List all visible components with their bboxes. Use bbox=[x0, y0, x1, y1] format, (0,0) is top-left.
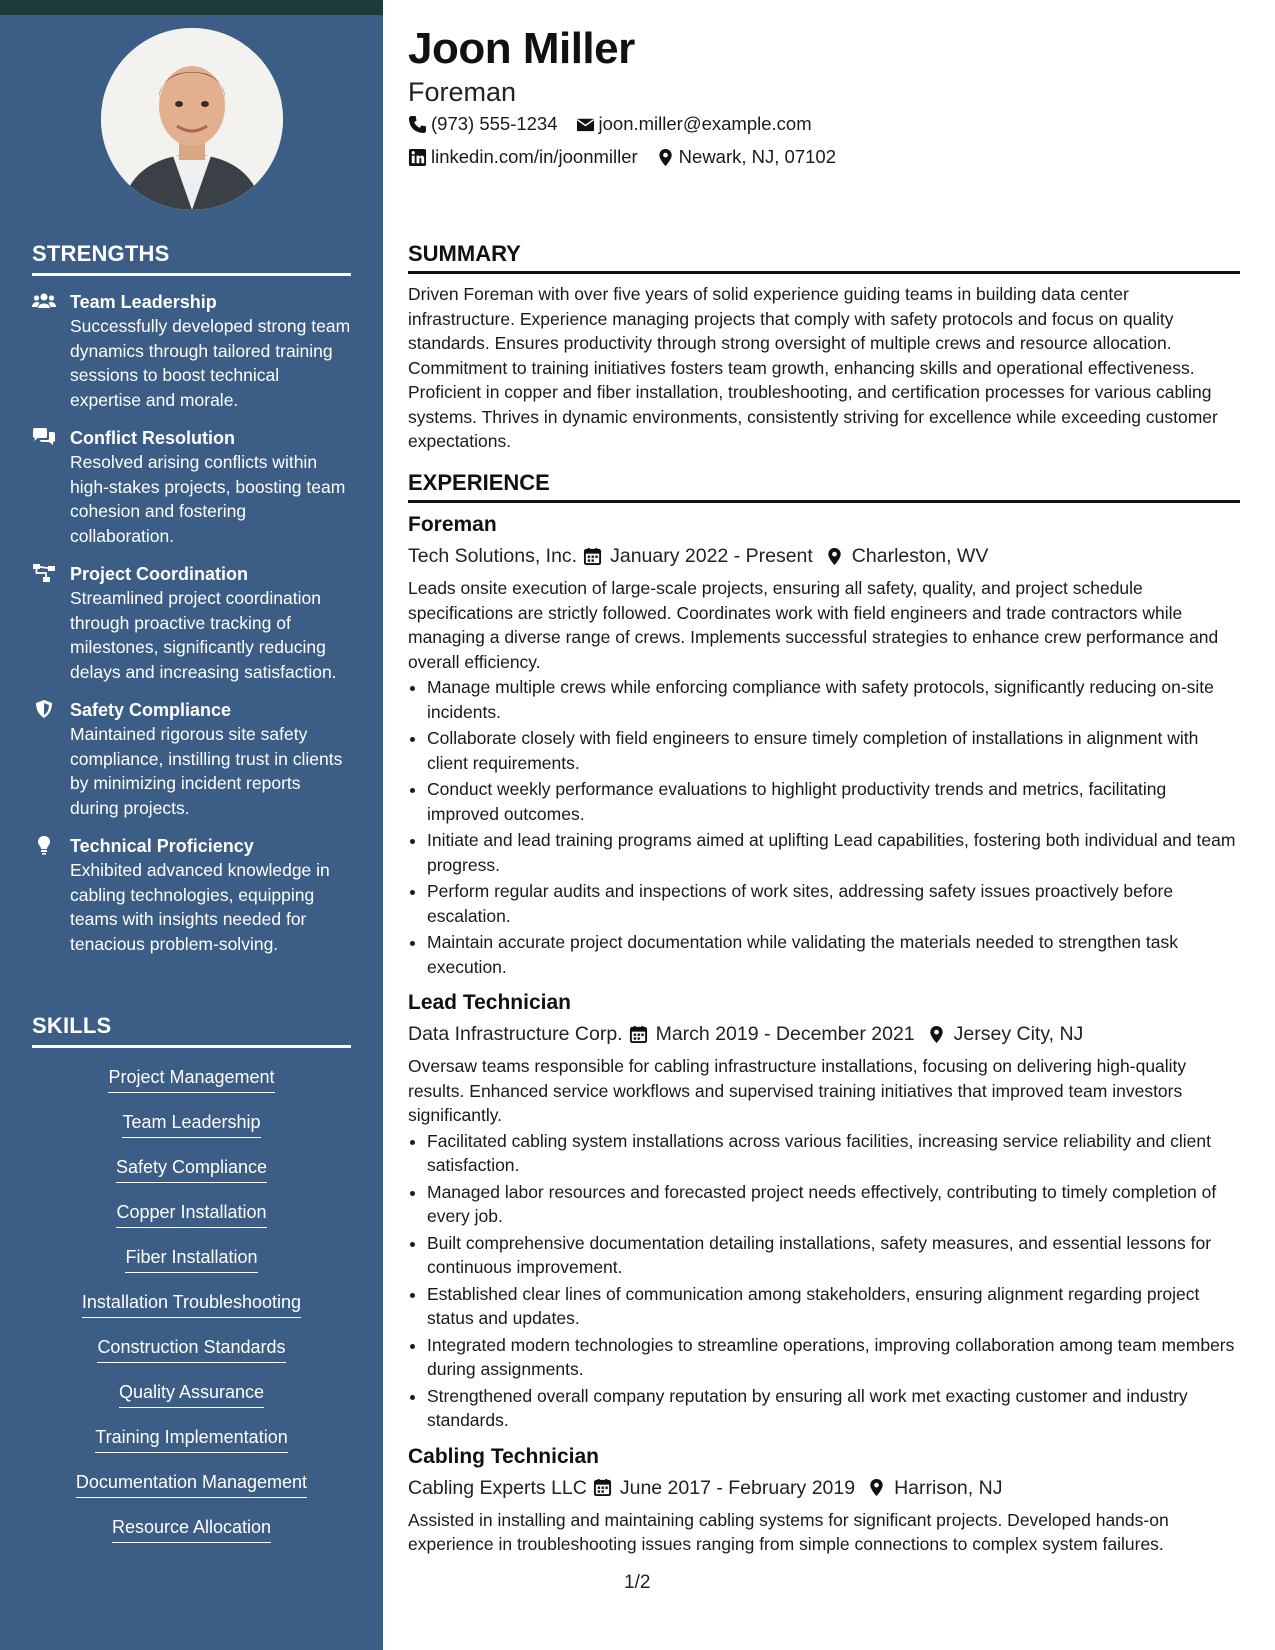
strength-desc: Maintained rigorous site safety compliance, instilling trust in clients by minimizing incident reports during projects. bbox=[70, 724, 343, 818]
job-bullet: • Strengthened overall company reputation by ensuring all work met exacting customer and industry standards. bbox=[427, 1384, 1240, 1433]
job-company: Data Infrastructure Corp. bbox=[408, 1023, 623, 1045]
job-title: Lead Technician bbox=[408, 991, 571, 1014]
strength-title: Team Leadership bbox=[70, 292, 217, 312]
map-pin-icon bbox=[867, 1478, 886, 1497]
skill-item: Fiber Installation bbox=[32, 1238, 351, 1283]
skill-item: Construction Standards bbox=[32, 1328, 351, 1373]
sidebar-top-bar bbox=[0, 0, 383, 15]
job-description: Oversaw teams responsible for cabling infrastructure installations, focusing on delivering high-quality results. Enhanced service workflows and supervised training initiatives that improved team investors significantly. bbox=[408, 1056, 1187, 1125]
email-text: joon.miller@example.com bbox=[598, 113, 812, 134]
job-entry bbox=[408, 511, 1240, 979]
linkedin-text: linkedin.com/in/joonmiller bbox=[431, 146, 638, 167]
linkedin-icon bbox=[408, 148, 427, 167]
skill-item: Documentation Management bbox=[32, 1463, 351, 1508]
strength-item bbox=[32, 290, 351, 412]
phone-text: (973) 555-1234 bbox=[431, 113, 558, 134]
strength-title: Project Coordination bbox=[70, 564, 249, 584]
map-pin-icon bbox=[656, 148, 675, 167]
calendar-icon bbox=[629, 1025, 648, 1044]
location-contact bbox=[656, 145, 836, 169]
job-bullet: • Established clear lines of communication among stakeholders, ensuring alignment regarding project status and updates. bbox=[427, 1282, 1240, 1331]
job-bullet: • Integrated modern technologies to streamline operations, improving collaboration among team members during assignments. bbox=[427, 1333, 1240, 1382]
skill-item: Training Implementation bbox=[32, 1418, 351, 1463]
map-pin-icon bbox=[825, 547, 844, 566]
sidebar bbox=[0, 0, 383, 1650]
job-bullet: • Facilitated cabling system installations across various facilities, increasing service reliability and client satisfaction. bbox=[427, 1129, 1240, 1178]
job-title: Cabling Technician bbox=[408, 1444, 599, 1468]
sitemap-icon bbox=[32, 563, 56, 583]
phone-contact[interactable] bbox=[408, 112, 558, 136]
skills-section bbox=[32, 1013, 351, 1553]
strength-title: Safety Compliance bbox=[70, 700, 232, 720]
job-dates: June 2017 - February 2019 bbox=[619, 1476, 856, 1499]
strengths-heading: STRENGTHS bbox=[32, 241, 351, 276]
email-contact[interactable] bbox=[576, 112, 812, 136]
job-meta bbox=[408, 542, 1240, 570]
phone-icon bbox=[408, 115, 427, 134]
job-bullet: • Built comprehensive documentation detailing installations, safety measures, and essential lessons for continuous improvement. bbox=[427, 1231, 1240, 1280]
job-entry bbox=[408, 1443, 1240, 1557]
strengths-section bbox=[32, 241, 351, 956]
job-bullet: • Perform regular audits and inspections of work sites, addressing safety issues proactively before escalation. bbox=[427, 879, 1240, 928]
strength-item bbox=[32, 698, 351, 820]
job-bullets bbox=[408, 675, 1240, 979]
job-bullet: • Conduct weekly performance evaluations to highlight productivity trends and metrics, facilitating improved outcomes. bbox=[427, 777, 1240, 826]
job-bullet: • Maintain accurate project documentation while validating the materials needed to strengthen task execution. bbox=[427, 930, 1240, 979]
page-number: 1/2 bbox=[624, 1572, 651, 1593]
skill-list bbox=[32, 1058, 351, 1553]
skill-item: Project Management bbox=[32, 1058, 351, 1103]
summary-text: Driven Foreman with over five years of solid experience guiding teams in building data center infrastructure. Experience managing projects that comply with safety protocols and focus on quality standards. Ensures productivity through strong oversight of multiple crews and resource allocation. Commitment to training initiatives fosters team growth, enhancing skills and operational effectiveness. Proficient in copper and fiber installation, troubleshooting, and certification processes for various cabling systems. Thrives in dynamic environments, consistently striving for excellence while exceeding customer expectations. bbox=[408, 284, 1218, 451]
location-text: Newark, NJ, 07102 bbox=[678, 146, 836, 167]
job-dates: January 2022 - Present bbox=[610, 545, 813, 567]
map-pin-icon bbox=[927, 1025, 946, 1044]
summary-section bbox=[408, 241, 1240, 454]
experience-section bbox=[408, 470, 1240, 1557]
lightbulb-icon bbox=[32, 835, 56, 855]
job-location: Charleston, WV bbox=[851, 545, 989, 567]
strength-title: Conflict Resolution bbox=[70, 428, 235, 448]
skill-item: Copper Installation bbox=[32, 1193, 351, 1238]
strength-title: Technical Proficiency bbox=[70, 836, 254, 856]
strength-desc: Streamlined project coordination through proactive tracking of milestones, significantly reducing delays and increasing satisfaction. bbox=[70, 588, 337, 682]
skills-heading: SKILLS bbox=[32, 1013, 351, 1048]
linkedin-contact[interactable] bbox=[408, 145, 638, 169]
contact-row bbox=[408, 145, 854, 169]
job-location: Harrison, NJ bbox=[894, 1476, 1003, 1499]
shield-icon bbox=[32, 699, 56, 719]
strength-desc: Resolved arising conflicts within high-stakes projects, boosting team cohesion and fostering collaboration. bbox=[70, 452, 346, 546]
job-company: Cabling Experts LLC bbox=[408, 1476, 587, 1499]
candidate-title: Foreman bbox=[408, 77, 517, 107]
users-icon bbox=[32, 291, 56, 311]
strength-item bbox=[32, 834, 351, 956]
job-dates: March 2019 - December 2021 bbox=[655, 1023, 915, 1045]
envelope-icon bbox=[576, 115, 595, 134]
skill-item: Installation Troubleshooting bbox=[32, 1283, 351, 1328]
skill-item: Quality Assurance bbox=[32, 1373, 351, 1418]
job-description: Assisted in installing and maintaining cabling systems for significant projects. Developed hands-on experience in troubleshooting issues ranging from simple connections to complex system failures. bbox=[408, 1509, 1169, 1554]
comments-icon bbox=[32, 427, 56, 447]
contact-row bbox=[408, 112, 830, 136]
skill-item: Team Leadership bbox=[32, 1103, 351, 1148]
summary-heading: SUMMARY bbox=[408, 241, 1240, 274]
strength-item bbox=[32, 426, 351, 548]
skill-item: Safety Compliance bbox=[32, 1148, 351, 1193]
job-title: Foreman bbox=[408, 513, 497, 536]
job-bullet: • Initiate and lead training programs aimed at uplifting Lead capabilities, fostering both individual and team progress. bbox=[427, 828, 1240, 877]
profile-photo bbox=[101, 28, 283, 210]
calendar-icon bbox=[593, 1478, 612, 1497]
candidate-name: Joon Miller bbox=[408, 24, 635, 73]
experience-heading: EXPERIENCE bbox=[408, 470, 1240, 503]
strength-item bbox=[32, 562, 351, 684]
job-meta bbox=[408, 1020, 1240, 1048]
job-meta bbox=[408, 1474, 1240, 1502]
job-company: Tech Solutions, Inc. bbox=[408, 545, 578, 567]
job-bullets bbox=[408, 1129, 1240, 1433]
job-location: Jersey City, NJ bbox=[953, 1023, 1084, 1045]
job-bullet: • Manage multiple crews while enforcing compliance with safety protocols, significantly reducing on-site incidents. bbox=[427, 675, 1240, 724]
strength-desc: Exhibited advanced knowledge in cabling technologies, equipping teams with insights needed for tenacious problem-solving. bbox=[70, 860, 330, 954]
job-bullet: • Managed labor resources and forecasted project needs effectively, contributing to timely completion of every job. bbox=[427, 1180, 1240, 1229]
job-bullet: • Collaborate closely with field engineers to ensure timely completion of installations in alignment with client requirements. bbox=[427, 726, 1240, 775]
calendar-icon bbox=[583, 547, 602, 566]
job-description: Leads onsite execution of large-scale projects, ensuring all safety, quality, and project schedule specifications are strictly followed. Coordinates work with field engineers and trade contractors while managing a diverse range of crews. Implements successful strategies to enhance crew performance and overall efficiency. bbox=[408, 578, 1219, 672]
job-entry bbox=[408, 989, 1240, 1433]
strength-desc: Successfully developed strong team dynamics through tailored training sessions to boost technical expertise and morale. bbox=[70, 316, 351, 410]
skill-item: Resource Allocation bbox=[32, 1508, 351, 1553]
